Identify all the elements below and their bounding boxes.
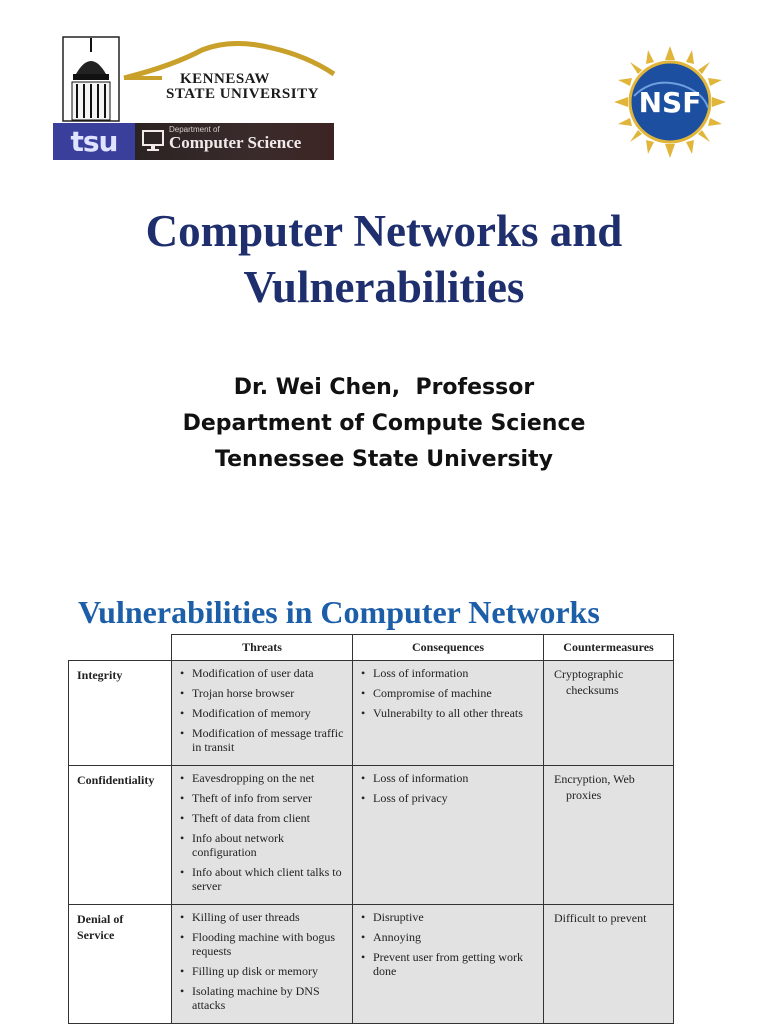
title-line2: Vulnerabilities: [243, 262, 525, 312]
countermeasures-cell: [544, 661, 674, 766]
list-item: • Theft of info from server: [192, 791, 346, 805]
list-item: • Compromise of machine: [373, 686, 537, 700]
list-item: • Loss of information: [373, 666, 537, 680]
nsf-text: NSF: [638, 86, 702, 119]
threats-cell: [172, 766, 353, 905]
title-line1: Computer Networks and: [145, 206, 623, 256]
author-department: Department of Compute Science: [182, 411, 586, 436]
list-item: • Theft of data from client: [192, 811, 346, 825]
countermeasures-cell: [544, 766, 674, 905]
page-title: [0, 203, 768, 315]
list-item: • Eavesdropping on the net: [192, 771, 346, 785]
tsu-cs-banner: [53, 123, 334, 160]
list-item: • Info about which client talks to server: [192, 865, 346, 893]
author-name: Dr. Wei Chen, Professor: [233, 375, 535, 400]
tower-icon: [62, 34, 120, 122]
list-item: • Modification of memory: [192, 706, 346, 720]
countermeasure-line: Difficult to prevent: [554, 911, 647, 925]
author-block: [0, 370, 768, 478]
section-title: Vulnerabilities in Computer Networks: [78, 594, 600, 630]
list-item: • Filling up disk or memory: [192, 964, 346, 978]
list-item: • Modification of message traffic in transit: [192, 726, 346, 754]
list-item: • Annoying: [373, 930, 537, 944]
countermeasures-cell: [544, 905, 674, 1024]
kennesaw-state-logo: [62, 34, 337, 124]
list-item: • Disruptive: [373, 910, 537, 924]
kennesaw-wordmark: [166, 72, 319, 102]
table-row: [69, 661, 674, 766]
consequences-cell: [353, 661, 544, 766]
table-row: [69, 766, 674, 905]
kennesaw-line2: STATE UNIVERSITY: [166, 86, 319, 102]
list-item: • Loss of information: [373, 771, 537, 785]
monitor-icon: [141, 129, 165, 153]
countermeasure-line: Cryptographic: [554, 667, 624, 681]
tsu-badge: tsu: [53, 123, 135, 160]
consequences-cell: [353, 905, 544, 1024]
threats-cell: [172, 661, 353, 766]
list-item: • Modification of user data: [192, 666, 346, 680]
row-label: Integrity: [69, 661, 172, 766]
countermeasure-line: Encryption, Web: [554, 772, 635, 786]
list-item: • Vulnerabilty to all other threats: [373, 706, 537, 720]
table-header-row: [69, 635, 674, 661]
header-threats: Threats: [172, 635, 353, 661]
list-item: • Killing of user threads: [192, 910, 346, 924]
cs-name-label: Computer Science: [169, 133, 302, 152]
countermeasure-line: checksums: [566, 683, 619, 697]
table-corner: [69, 635, 172, 661]
author-university: Tennessee State University: [215, 447, 553, 472]
list-item: • Info about network configuration: [192, 831, 346, 859]
nsf-logo: [614, 46, 726, 158]
kennesaw-line1: KENNESAW: [180, 71, 270, 87]
vulnerabilities-table: [68, 634, 674, 1024]
row-label: Confidentiality: [69, 766, 172, 905]
row-label: Denial of Service: [69, 905, 172, 1024]
table-row: [69, 905, 674, 1024]
cs-department-label: Department of: [169, 125, 220, 134]
header-countermeasures: Countermeasures: [544, 635, 674, 661]
list-item: • Loss of privacy: [373, 791, 537, 805]
header-consequences: Consequences: [353, 635, 544, 661]
list-item: • Flooding machine with bogus requests: [192, 930, 346, 958]
list-item: • Trojan horse browser: [192, 686, 346, 700]
countermeasure-line: proxies: [566, 788, 602, 802]
threats-cell: [172, 905, 353, 1024]
computer-science-banner: [135, 123, 334, 160]
list-item: • Isolating machine by DNS attacks: [192, 984, 346, 1012]
list-item: • Prevent user from getting work done: [373, 950, 537, 978]
consequences-cell: [353, 766, 544, 905]
